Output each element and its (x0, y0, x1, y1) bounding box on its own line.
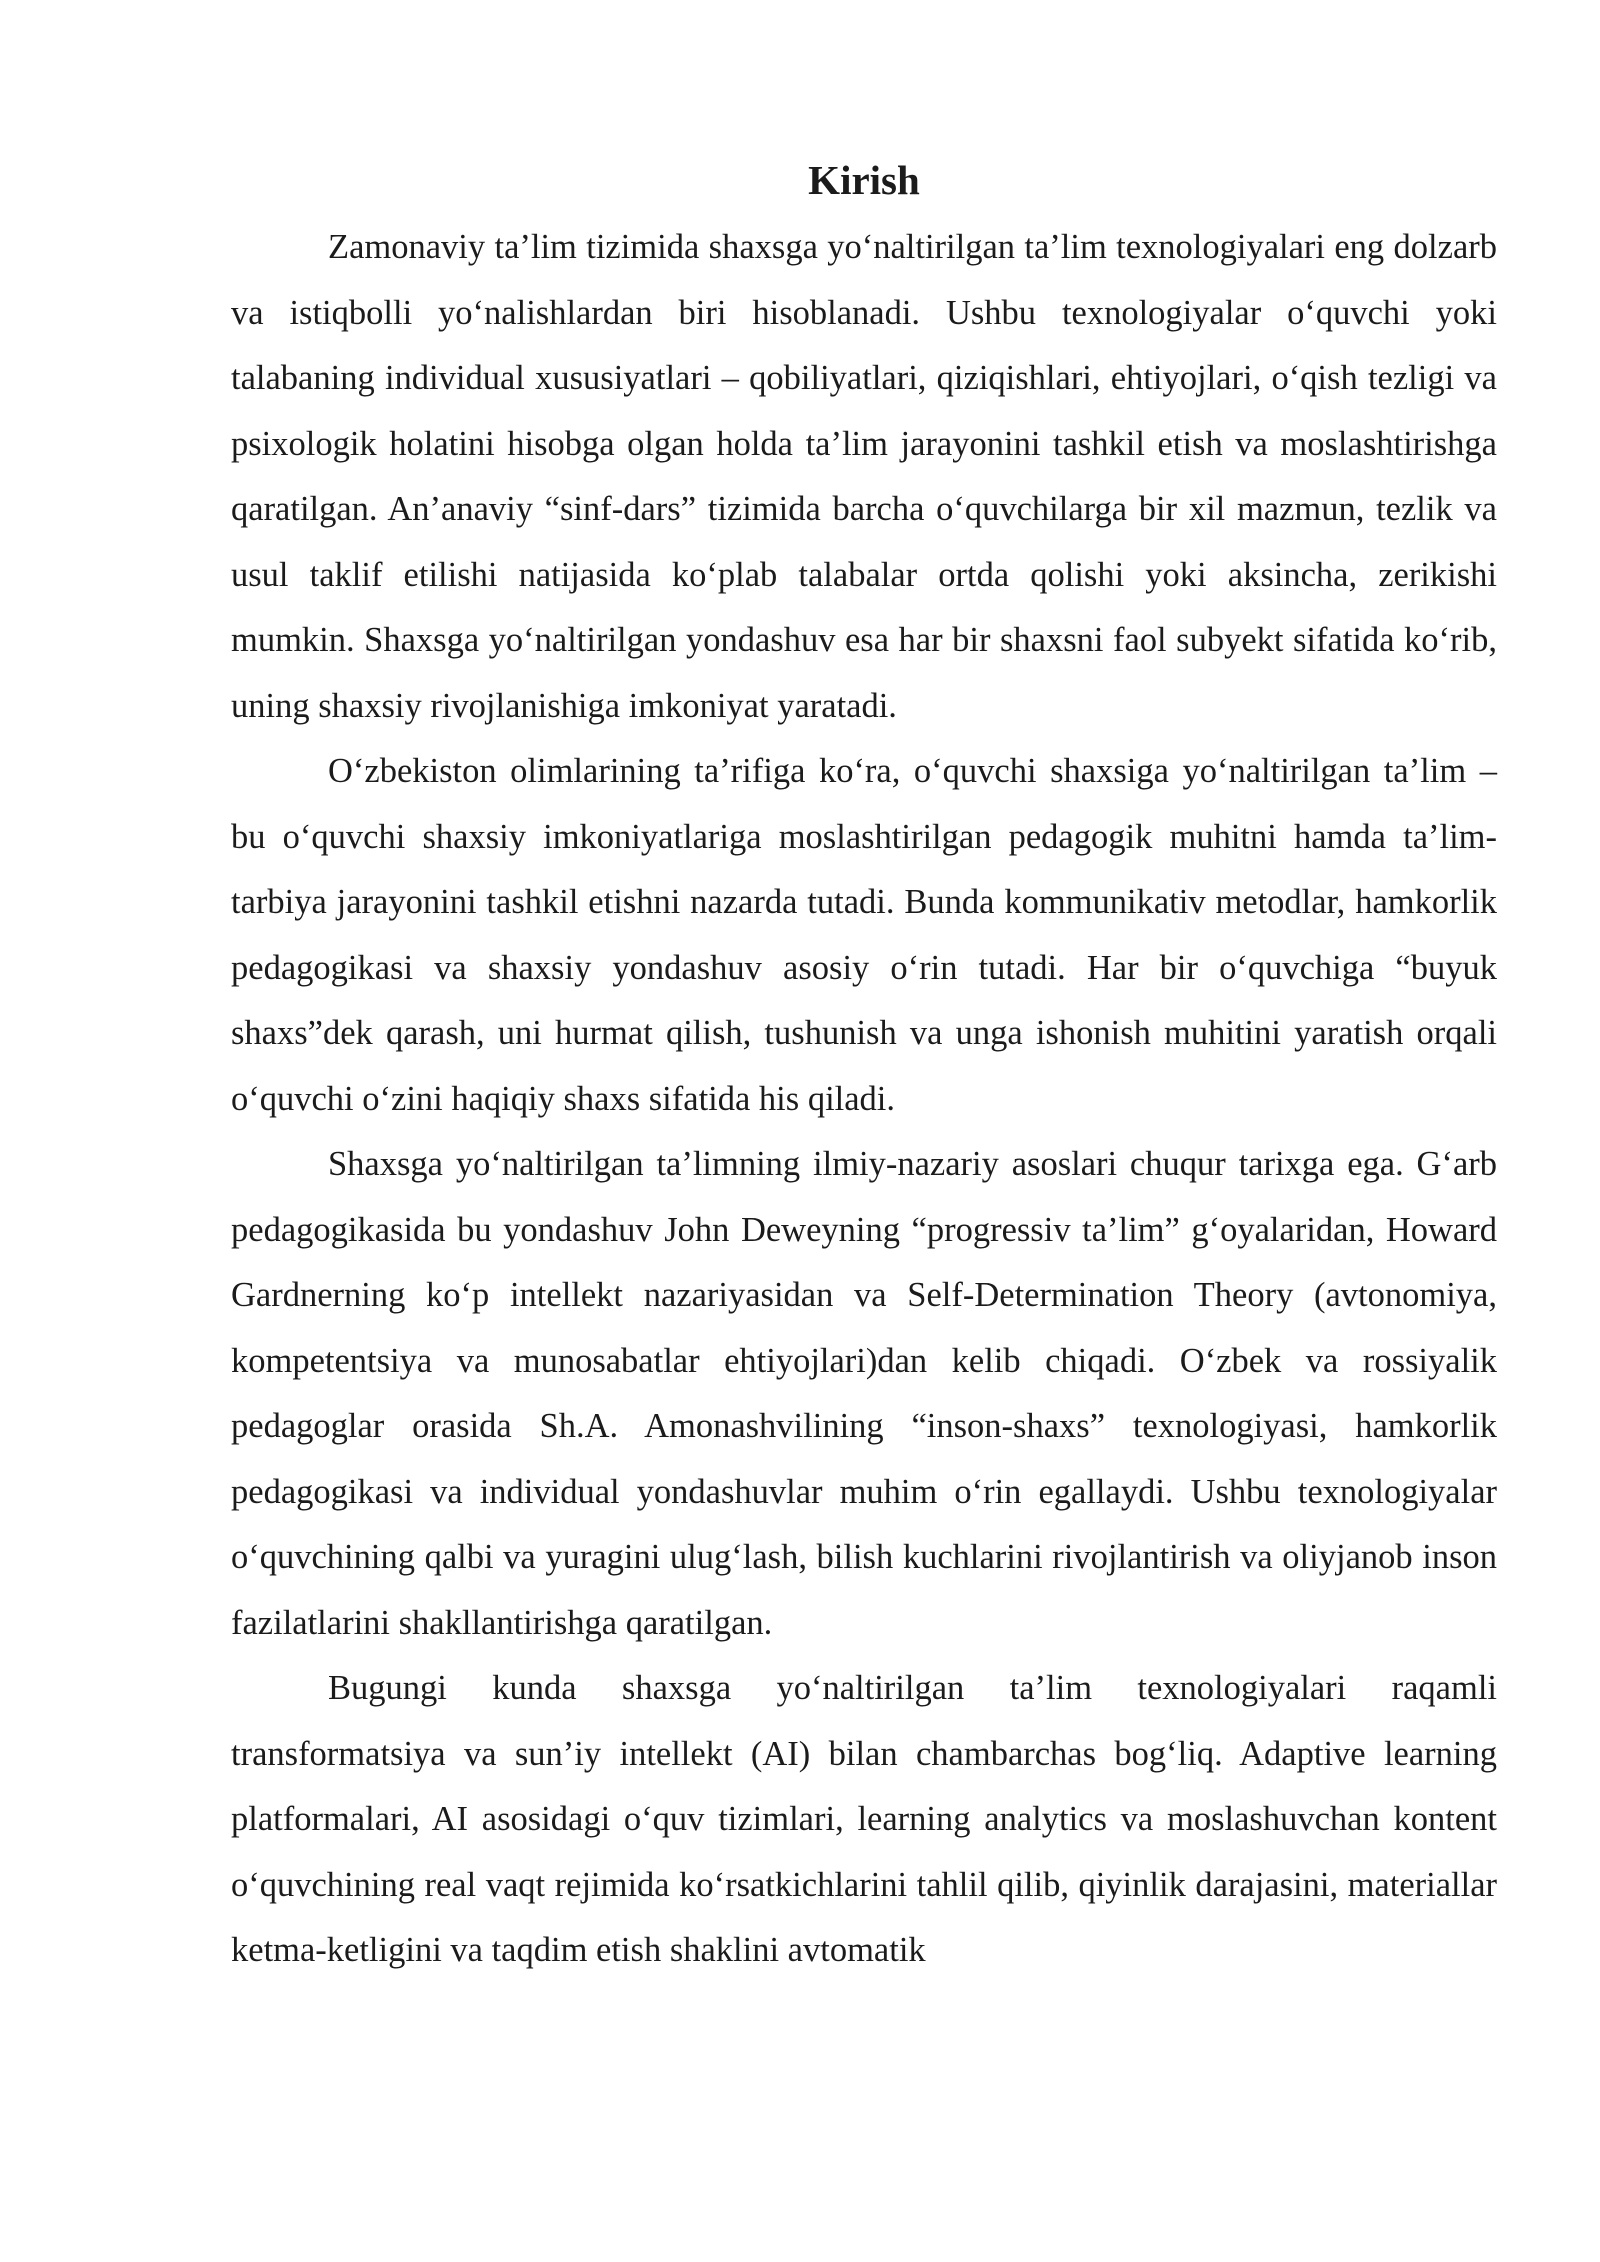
paragraph-3: Shaxsga yo‘naltirilgan ta’limning ilmiy-nazariy asoslari chuqur tarixga ega. G‘arb pedagogikasida bu yondashuv John Deweyning “progressiv ta’lim” g‘oyalaridan, Howard Gardnerning ko‘p intellekt nazariyasidan va Self-Determination Theory (avtonomiya, kompetentsiya va munosabatlar ehtiyojlari)dan kelib chiqadi. O‘zbek va rossiyalik pedagoglar orasida Sh.A. Amonashvilining “inson-shaxs” texnologiyasi, hamkorlik pedagogikasi va individual yondashuvlar muhim o‘rin egallaydi. Ushbu texnologiyalar o‘quvchining qalbi va yuragini ulug‘lash, bilish kuchlarini rivojlantirish va oliyjanob inson fazilatlarini shakllantirishga qaratilgan. (231, 1145, 1497, 1642)
page-title: Kirish (808, 157, 920, 203)
document-body (231, 148, 1497, 1984)
paragraph-2: O‘zbekiston olimlarining ta’rifiga ko‘ra, o‘quvchi shaxsiga yo‘naltirilgan ta’lim – bu o‘quvchi shaxsiy imkoniyatlariga moslashtirilgan pedagogik muhitni hamda ta’lim-tarbiya jarayonini tashkil etishni nazarda tutadi. Bunda kommunikativ metodlar, hamkorlik pedagogikasi va shaxsiy yondashuv asosiy o‘rin tutadi. Har bir o‘quvchiga “buyuk shaxs”dek qarash, uni hurmat qilish, tushunish va unga ishonish muhitini yaratish orqali o‘quvchi o‘zini haqiqiy shaxs sifatida his qiladi. (231, 752, 1497, 1118)
paragraph-4: Bugungi kunda shaxsga yo‘naltirilgan ta’lim texnologiyalari raqamli transformatsiya va sun’iy intellekt (AI) bilan chambarchas bog‘liq. Adaptive learning platformalari, AI asosidagi o‘quv tizimlari, learning analytics va moslashuvchan kontent o‘quvchining real vaqt rejimida ko‘rsatkichlarini tahlil qilib, qiyinlik darajasini, materiallar ketma-ketligini va taqdim etish shaklini avtomatik (231, 1669, 1497, 1969)
paragraph-1: Zamonaviy ta’lim tizimida shaxsga yo‘naltirilgan ta’lim texnologiyalari eng dolzarb va istiqbolli yo‘nalishlardan biri hisoblanadi. Ushbu texnologiyalar o‘quvchi yoki talabaning individual xususiyatlari – qobiliyatlari, qiziqishlari, ehtiyojlari, o‘qish tezligi va psixologik holatini hisobga olgan holda ta’lim jarayonini tashkil etish va moslashtirishga qaratilgan. An’anaviy “sinf-dars” tizimida barcha o‘quvchilarga bir xil mazmun, tezlik va usul taklif etilishi natijasida ko‘plab talabalar ortda qolishi yoki aksincha, zerikishi mumkin. Shaxsga yo‘naltirilgan yondashuv esa har bir shaxsni faol subyekt sifatida ko‘rib, uning shaxsiy rivojlanishiga imkoniyat yaratadi. (231, 228, 1497, 725)
